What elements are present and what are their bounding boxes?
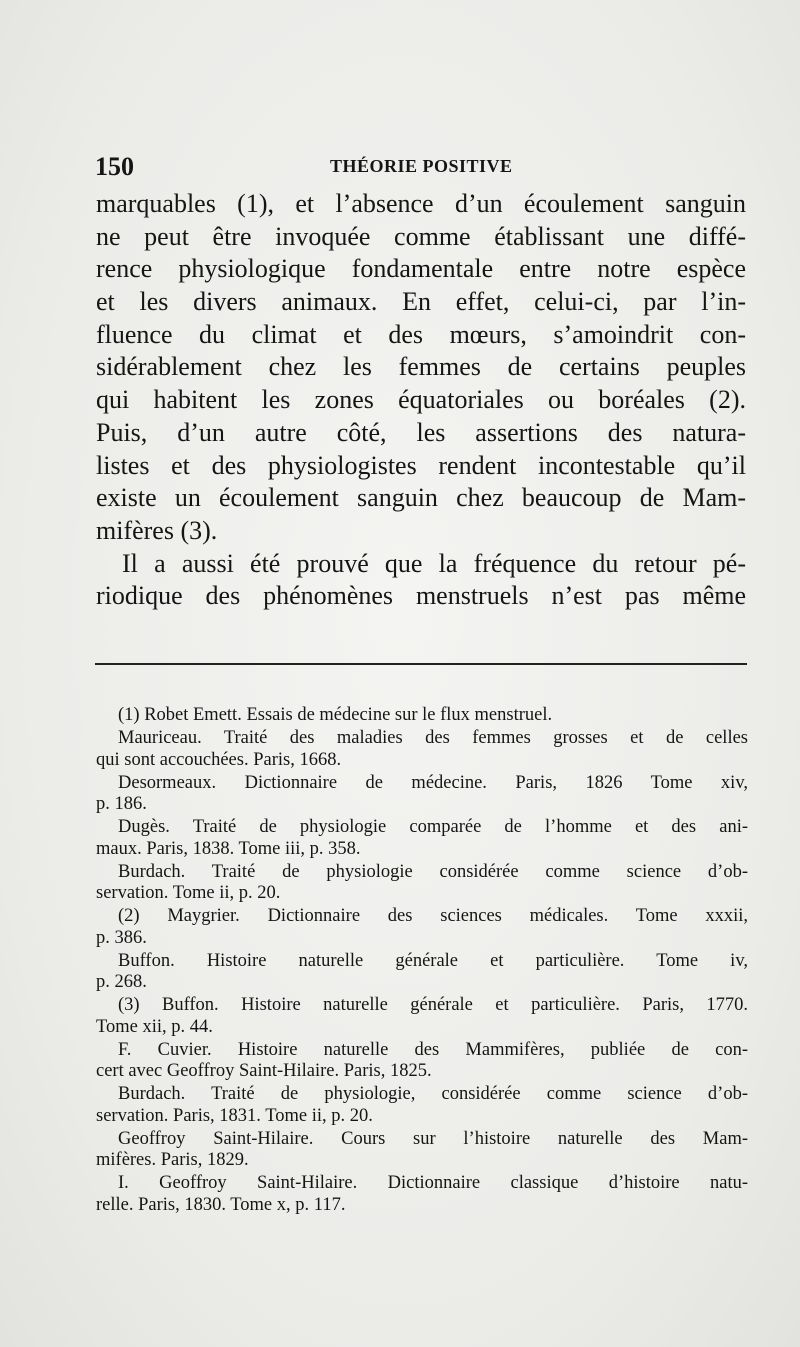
running-head: THÉORIE POSITIVE xyxy=(330,156,513,176)
footnote-line: Dugès. Traité de physiologie comparée de l’homme et des ani- xyxy=(118,817,748,837)
footnote xyxy=(96,772,748,816)
footnote-line: servation. Paris, 1831. Tome ii, p. 20. xyxy=(96,1105,373,1126)
footnote-line: (3) Buffon. Histoire naturelle générale et particulière. Paris, 1770. xyxy=(118,995,748,1015)
footnote xyxy=(96,1173,748,1216)
footnote xyxy=(96,1128,748,1172)
footnote-line: maux. Paris, 1838. Tome iii, p. 358. xyxy=(96,838,361,859)
footnote-line: (2) Maygrier. Dictionnaire des sciences médicales. Tome xxxii, xyxy=(118,906,748,926)
footnote-line: Tome xii, p. 44. xyxy=(96,1016,213,1037)
text-line: sidérablement chez les femmes de certains peuples xyxy=(96,352,746,382)
footnote-rule xyxy=(95,663,747,665)
footnote-line: p. 268. xyxy=(96,972,147,992)
footnote-line: qui sont accouchées. Paris, 1668. xyxy=(96,749,342,770)
footnote xyxy=(96,861,748,905)
text-line: Il a aussi été prouvé que la fréquence du retour pé- xyxy=(122,548,746,578)
page-number: 150 xyxy=(95,152,134,181)
footnote xyxy=(96,1039,748,1083)
text-line: listes et des physiologistes rendent incontestable qu’il xyxy=(96,450,746,480)
footnote-line: F. Cuvier. Histoire naturelle des Mammifères, publiée de con- xyxy=(118,1039,748,1060)
footnote-line: I. Geoffroy Saint-Hilaire. Dictionnaire classique d’histoire natu- xyxy=(118,1173,748,1193)
footnote-line: Burdach. Traité de physiologie considérée comme science d’ob- xyxy=(118,861,748,882)
footnote-line: p. 186. xyxy=(96,794,147,814)
footnote-line: Geoffroy Saint-Hilaire. Cours sur l’histoire naturelle des Mam- xyxy=(118,1128,748,1149)
text-line: Puis, d’un autre côté, les assertions des natura- xyxy=(96,417,746,447)
text-line: ne peut être invoquée comme établissant une diffé- xyxy=(96,221,746,251)
footnotes xyxy=(96,705,748,1218)
footnote-line: cert avec Geoffroy Saint-Hilaire. Paris, 1825. xyxy=(96,1061,432,1081)
footnote-line: p. 386. xyxy=(96,927,147,948)
footnote-line: Buffon. Histoire naturelle générale et particulière. Tome iv, xyxy=(118,950,748,971)
footnote xyxy=(96,906,748,949)
footnote xyxy=(96,817,748,860)
footnote-line: Mauriceau. Traité des maladies des femmes grosses et de celles xyxy=(118,728,748,748)
footnote-line: Desormeaux. Dictionnaire de médecine. Paris, 1826 Tome xiv, xyxy=(118,772,748,793)
footnote xyxy=(96,1084,748,1127)
footnote xyxy=(96,728,748,771)
footnote-line: Burdach. Traité de physiologie, considérée comme science d’ob- xyxy=(118,1084,748,1104)
text-line: mifères (3). xyxy=(96,515,218,545)
page-header xyxy=(95,152,745,182)
text-line: qui habitent les zones équatoriales ou boréales (2). xyxy=(96,385,746,415)
footnote-line: servation. Tome ii, p. 20. xyxy=(96,883,281,903)
footnote-line: relle. Paris, 1830. Tome x, p. 117. xyxy=(96,1194,346,1215)
text-line: marquables (1), et l’absence d’un écoulement sanguin xyxy=(96,189,746,218)
footnote-line: (1) Robet Emett. Essais de médecine sur le flux menstruel. xyxy=(118,705,553,725)
text-line: et les divers animaux. En effet, celui-ci, par l’in- xyxy=(96,287,746,317)
footnote xyxy=(96,950,748,994)
text-line: fluence du climat et des mœurs, s’amoindrit con- xyxy=(96,319,746,349)
text-line: riodique des phénomènes menstruels n’est pas même xyxy=(96,581,746,611)
footnote xyxy=(96,995,748,1038)
footnote-line: mifères. Paris, 1829. xyxy=(96,1150,249,1170)
main-text xyxy=(96,188,746,613)
footnote xyxy=(118,705,748,727)
text-line: existe un écoulement sanguin chez beaucoup de Mam- xyxy=(96,483,746,513)
text-line: rence physiologique fondamentale entre notre espèce xyxy=(96,254,746,284)
